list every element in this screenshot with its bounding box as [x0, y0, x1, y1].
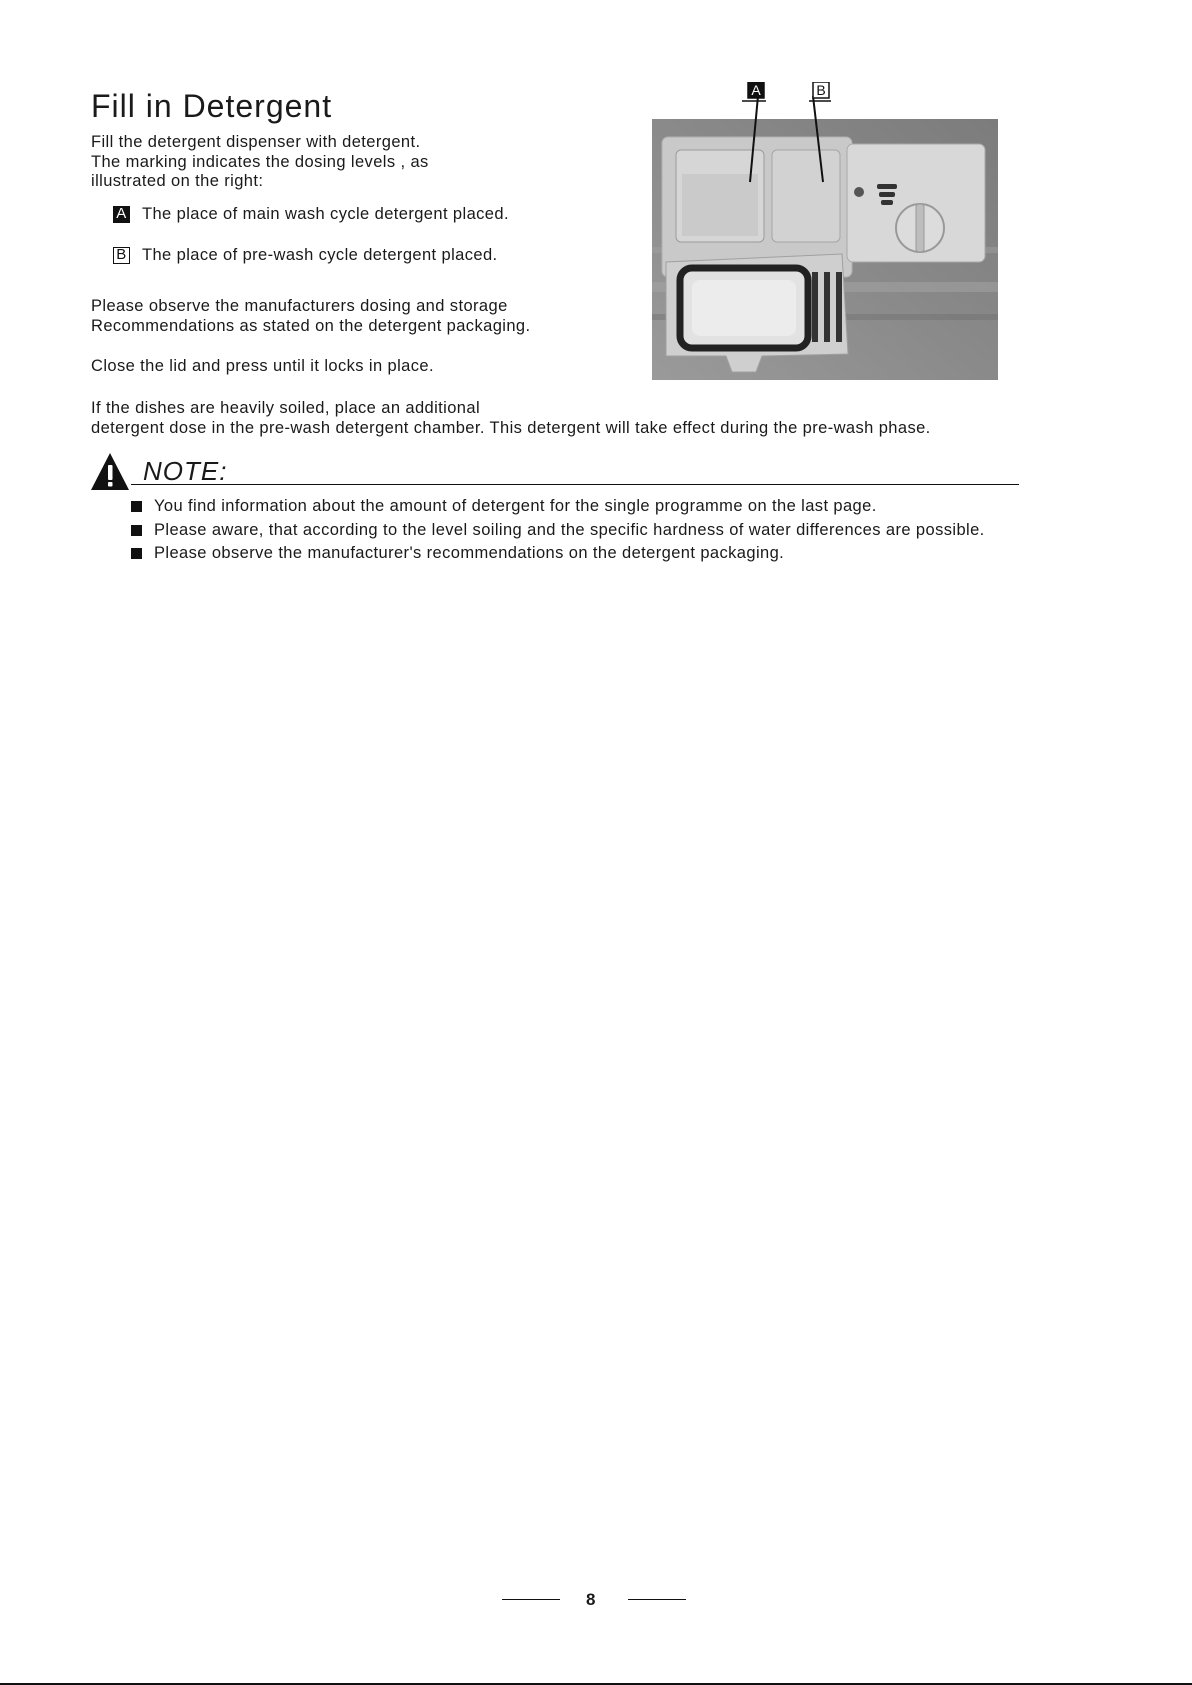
intro-line: illustrated on the right: [91, 172, 264, 190]
list-item [131, 495, 985, 519]
label-b-badge: B [113, 247, 130, 264]
bullet-square-icon [131, 525, 142, 536]
dispenser-photo [652, 82, 998, 380]
observe-paragraph [91, 297, 530, 336]
intro-line: The marking indicates the dosing levels , as [91, 152, 429, 171]
soiled-line: detergent dose in the pre-wash detergent chamber. This detergent will take effect during the pre-wash phase. [91, 418, 931, 437]
footer-line-right [628, 1599, 686, 1600]
figure-label-a: A [751, 82, 761, 98]
figure-label-b: B [816, 82, 826, 98]
note-header [91, 452, 1021, 488]
dispenser-figure [652, 82, 998, 380]
observe-line: Please observe the manufacturers dosing and storage [91, 297, 508, 315]
legend-item-a [113, 205, 509, 224]
intro-line: Fill the detergent dispenser with detergent. [91, 133, 421, 151]
legend-text: The place of pre-wash cycle detergent placed. [142, 246, 498, 264]
soiled-line: If the dishes are heavily soiled, place an additional [91, 399, 481, 417]
page-title: Fill in Detergent [91, 88, 333, 124]
close-lid-paragraph: Close the lid and press until it locks in place. [91, 357, 434, 375]
list-item [131, 519, 985, 543]
observe-line: Recommendations as stated on the detergent packaging. [91, 316, 531, 335]
note-divider [131, 484, 1019, 485]
list-item [131, 542, 985, 566]
bullet-square-icon [131, 501, 142, 512]
soiled-paragraph [91, 399, 931, 438]
bullet-square-icon [131, 548, 142, 559]
page-number: 8 [586, 1590, 596, 1609]
list-item-text: Please aware, that according to the level soiling and the specific hardness of water differences are possible. [154, 520, 985, 539]
intro-paragraph [91, 133, 429, 192]
page-footer [0, 1590, 1192, 1610]
warning-icon [91, 452, 131, 492]
list-item-text: You find information about the amount of detergent for the single programme on the last page. [154, 497, 877, 516]
label-a-badge: A [113, 206, 130, 223]
legend-text: The place of main wash cycle detergent placed. [142, 205, 509, 223]
note-title: NOTE: [143, 456, 228, 486]
list-item-text: Please observe the manufacturer's recommendations on the detergent packaging. [154, 544, 785, 563]
note-list [131, 495, 985, 566]
legend-item-b [113, 246, 498, 265]
footer-line-left [502, 1599, 560, 1600]
